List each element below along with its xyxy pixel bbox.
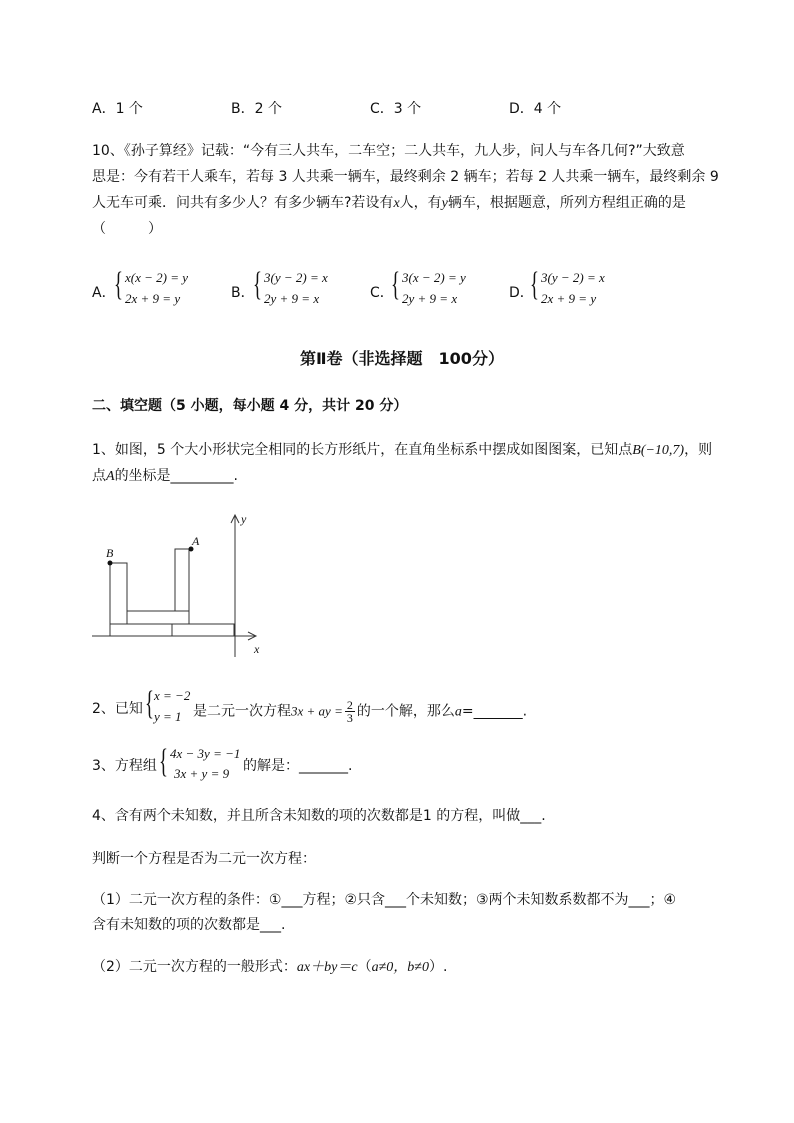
q10-line3 [92, 193, 686, 214]
fill2-suffix: 的一个解，那么 [356, 703, 455, 720]
fill2-eq1: x = −2 [154, 688, 191, 703]
judge-item2-open: （ [357, 959, 372, 975]
q10-option-c-eq2: 2y + 9 = x [402, 291, 458, 306]
q9-option-a: A．1 个 [92, 101, 143, 117]
q10-option-a-eq2: 2x + 9 = y [125, 291, 181, 306]
fill1-line2-text: 点 [92, 468, 106, 484]
fill2-brace: { [145, 685, 154, 722]
judge-item1-line1: （1）二元一次方程的条件：①___方程；②只含___个未知数；③两个未知数系数都不为___；④ [92, 892, 677, 908]
judge-item2 [92, 957, 447, 978]
q10-option-d-eq2: 2x + 9 = y [541, 291, 597, 306]
fill2-frac-num: 2 [346, 698, 353, 712]
q10-option-b-label: B． [231, 285, 255, 301]
fill2-eq2: y = 1 [154, 709, 182, 724]
q10-option-d-eq1: 3(y − 2) = x [541, 270, 605, 285]
fill3-eq2: 3x + y = 9 [174, 766, 230, 781]
fill3-suffix: 的解是：_______. [243, 758, 353, 774]
q9-option-b: B．2 个 [231, 101, 282, 117]
q10-option-b-eq1: 3(y − 2) = x [264, 270, 328, 285]
q10-option-c-label: C． [370, 285, 394, 301]
q10-var-x: x [393, 196, 400, 211]
fill1-line2-tail: 的坐标是_________. [114, 468, 239, 484]
fill2-var-a: a [454, 704, 462, 720]
fill2-frac-den: 3 [346, 711, 353, 725]
label-a: A [192, 534, 200, 548]
q10-line3-part3: 辆车，根据题意，所列方程组正确的是 [447, 195, 686, 211]
fill2-prefix: 2、已知 [92, 701, 143, 717]
q10-line3-part2: 人，有 [399, 195, 442, 211]
fill1-line1 [92, 440, 712, 461]
fill3-eq1: 4x − 3y = −1 [170, 746, 241, 761]
rect-right-vertical [175, 549, 189, 611]
rect-left-vertical [110, 563, 127, 624]
fill1-line1-tail: ，则 [684, 442, 713, 458]
fill2-blank: =_______. [461, 703, 528, 720]
q10-option-d-brace: { [530, 266, 539, 303]
q10-answer-paren: （ ） [92, 221, 162, 237]
rect-middle [127, 611, 189, 624]
judge-item1-line2: 含有未知数的项的次数都是___. [92, 917, 286, 933]
judge-item2-formula: ax＋by＝c [296, 960, 358, 975]
label-b: B [106, 546, 114, 560]
fill1-line1-text: 1、如图，5 个大小形状完全相同的长方形纸片，在直角坐标系中摆成如图图案，已知点 [92, 442, 633, 458]
judge-item2-close: ）. [428, 959, 448, 975]
q10-option-c-brace: { [391, 266, 400, 303]
fill3-prefix: 3、方程组 [92, 758, 157, 774]
judge-item2-condition: a≠0，b≠0 [371, 960, 429, 975]
judge-heading: 判断一个方程是否为二元一次方程： [92, 851, 316, 867]
point-b-dot [108, 561, 113, 566]
q10-line1: 10、《孙子算经》记载：“今有三人共车，二车空；二人共车，九人步，问人与车各几何?”大致意 [92, 143, 685, 159]
q10-option-b-brace: { [253, 266, 262, 303]
fill1-point-b: B(−10,7) [632, 443, 685, 458]
coordinate-figure [88, 505, 268, 665]
q9-option-c: C．3 个 [370, 101, 422, 117]
fill2-statement [193, 699, 527, 724]
q10-line2: 思是：今有若干人乘车，若每 3 人共乘一辆车，最终剩余 2 辆车；若每 2 人共乘一辆车，最终剩余 9 [92, 169, 719, 185]
q10-line3-part1: 人无车可乘．问共有多少人？有多少辆车?若设有 [92, 195, 394, 211]
q10-option-a-brace: { [114, 266, 123, 303]
fill1-point-a: A [106, 469, 115, 484]
q10-option-b-eq2: 2y + 9 = x [264, 291, 320, 306]
fill3-brace: { [159, 743, 168, 780]
fill1-line2 [92, 466, 238, 487]
fill2-fraction [345, 699, 355, 724]
rect-bottom-left [110, 624, 172, 636]
q9-option-d: D．4 个 [509, 101, 562, 117]
rect-bottom-right [172, 624, 234, 636]
q10-option-a-label: A． [92, 285, 116, 301]
q10-option-a-eq1: x(x − 2) = y [125, 270, 189, 285]
fill2-equation: 3x + ay = [291, 703, 343, 719]
judge-item2-text: （2）二元一次方程的一般形式： [92, 959, 297, 975]
q10-option-d-label: D． [509, 285, 534, 301]
fill2-middle: 是二元一次方程 [193, 703, 291, 720]
label-y-axis: y [241, 512, 247, 526]
q10-var-y: y [441, 196, 448, 211]
fill4-line: 4、含有两个未知数，并且所含未知数的项的次数都是1 的方程，叫做___. [92, 808, 546, 824]
section2-heading: 二、填空题（5 小题，每小题 4 分，共计 20 分） [92, 398, 408, 414]
label-x-axis: x [254, 642, 260, 656]
q10-option-c-eq1: 3(x − 2) = y [402, 270, 466, 285]
part2-title: 第Ⅱ卷（非选择题 100分） [300, 349, 504, 368]
